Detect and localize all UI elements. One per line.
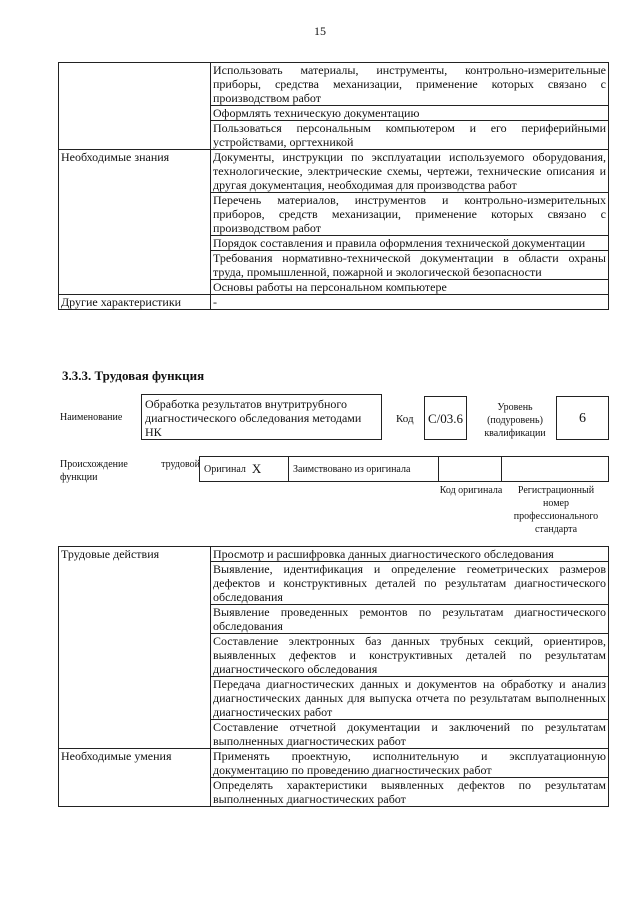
row-label-knowledge: Необходимые знания: [59, 150, 211, 295]
row-label: [59, 63, 211, 150]
code-label: Код: [396, 413, 414, 425]
list-item: Выявление проведенных ремонтов по результатам диагностического обследования: [211, 605, 609, 634]
table-row: [59, 295, 609, 310]
list-item: Составление отчетной документации и заключений по результатам выполненных диагностических работ: [211, 720, 609, 749]
list-item: Определять характеристики выявленных дефектов по результатам выполненных диагностических работ: [211, 778, 609, 807]
list-item: Порядок составления и правила оформления технической документации: [211, 236, 609, 251]
name-label: Наименование: [60, 412, 123, 423]
list-item: Передача диагностических данных и документов на обработку и анализ диагностических данных для выпуска отчета по результатам выполненных диагностических работ: [211, 677, 609, 720]
origin-code-cell: [439, 456, 502, 482]
name-value: Обработка результатов внутритрубного диагностического обследования методами НК: [141, 394, 382, 440]
table-labor-actions: [58, 546, 609, 807]
list-item: Требования нормативно-технической документации в области охраны труда, промышленной, пожарной и экологической безопасности: [211, 251, 609, 280]
borrowed-label: Заимствовано из оригинала: [289, 456, 439, 482]
table-row: [59, 150, 609, 193]
list-item: -: [211, 295, 609, 310]
section-heading: 3.3.3. Трудовая функция: [62, 368, 205, 383]
list-item: Просмотр и расшифровка данных диагностического обследования: [211, 547, 609, 562]
list-item: Составление электронных баз данных трубных секций, ориентиров, выявленных дефектов и конструктивных деталей по результатам диагностического обследования: [211, 634, 609, 677]
origin-label: Происхождение трудовой функции: [60, 459, 200, 483]
table-row: [59, 749, 609, 778]
list-item: Оформлять техническую документацию: [211, 106, 609, 121]
origin-table: [199, 456, 609, 484]
list-item: Основы работы на персональном компьютере: [211, 280, 609, 295]
table-row: [59, 547, 609, 562]
original-label: Оригинал: [204, 463, 246, 475]
page-number: 15: [314, 24, 326, 38]
level-label: Уровень (подуровень) квалификации: [484, 402, 546, 439]
row-label-skills: Необходимые умения: [59, 749, 211, 807]
row-label-actions: Трудовые действия: [59, 547, 211, 749]
list-item: Использовать материалы, инструменты, контрольно-измерительные приборы, средства механизации, применение которых связано с производством работ: [211, 63, 609, 106]
code-value: C/03.6: [424, 396, 467, 440]
list-item: Применять проектную, исполнительную и эксплуатационную документацию по проведению диагностических работ: [211, 749, 609, 778]
list-item: Пользоваться персональным компьютером и его периферийными устройствами, оргтехникой: [211, 121, 609, 150]
original-mark: X: [251, 461, 262, 476]
origin-code-caption: Код оригинала: [439, 485, 503, 496]
reg-number-caption: Регистрационный номер профессионального стандарта: [513, 485, 599, 535]
list-item: Выявление, идентификация и определение геометрических размеров дефектов и конструктивных деталей по результатам диагностического обследования: [211, 562, 609, 605]
table-continued-knowledge: [58, 62, 609, 310]
table-row: [59, 63, 609, 106]
list-item: Документы, инструкции по эксплуатации используемого оборудования, технологические, электрические схемы, чертежи, технические описания и другая документация, необходимая для производства работ: [211, 150, 609, 193]
row-label-other: Другие характеристики: [59, 295, 211, 310]
original-cell: [199, 456, 289, 482]
list-item: Перечень материалов, инструментов и контрольно-измерительных приборов, средств механизации, применение которых связано с производством работ: [211, 193, 609, 236]
reg-number-cell: [502, 456, 609, 482]
level-value: 6: [556, 396, 609, 440]
